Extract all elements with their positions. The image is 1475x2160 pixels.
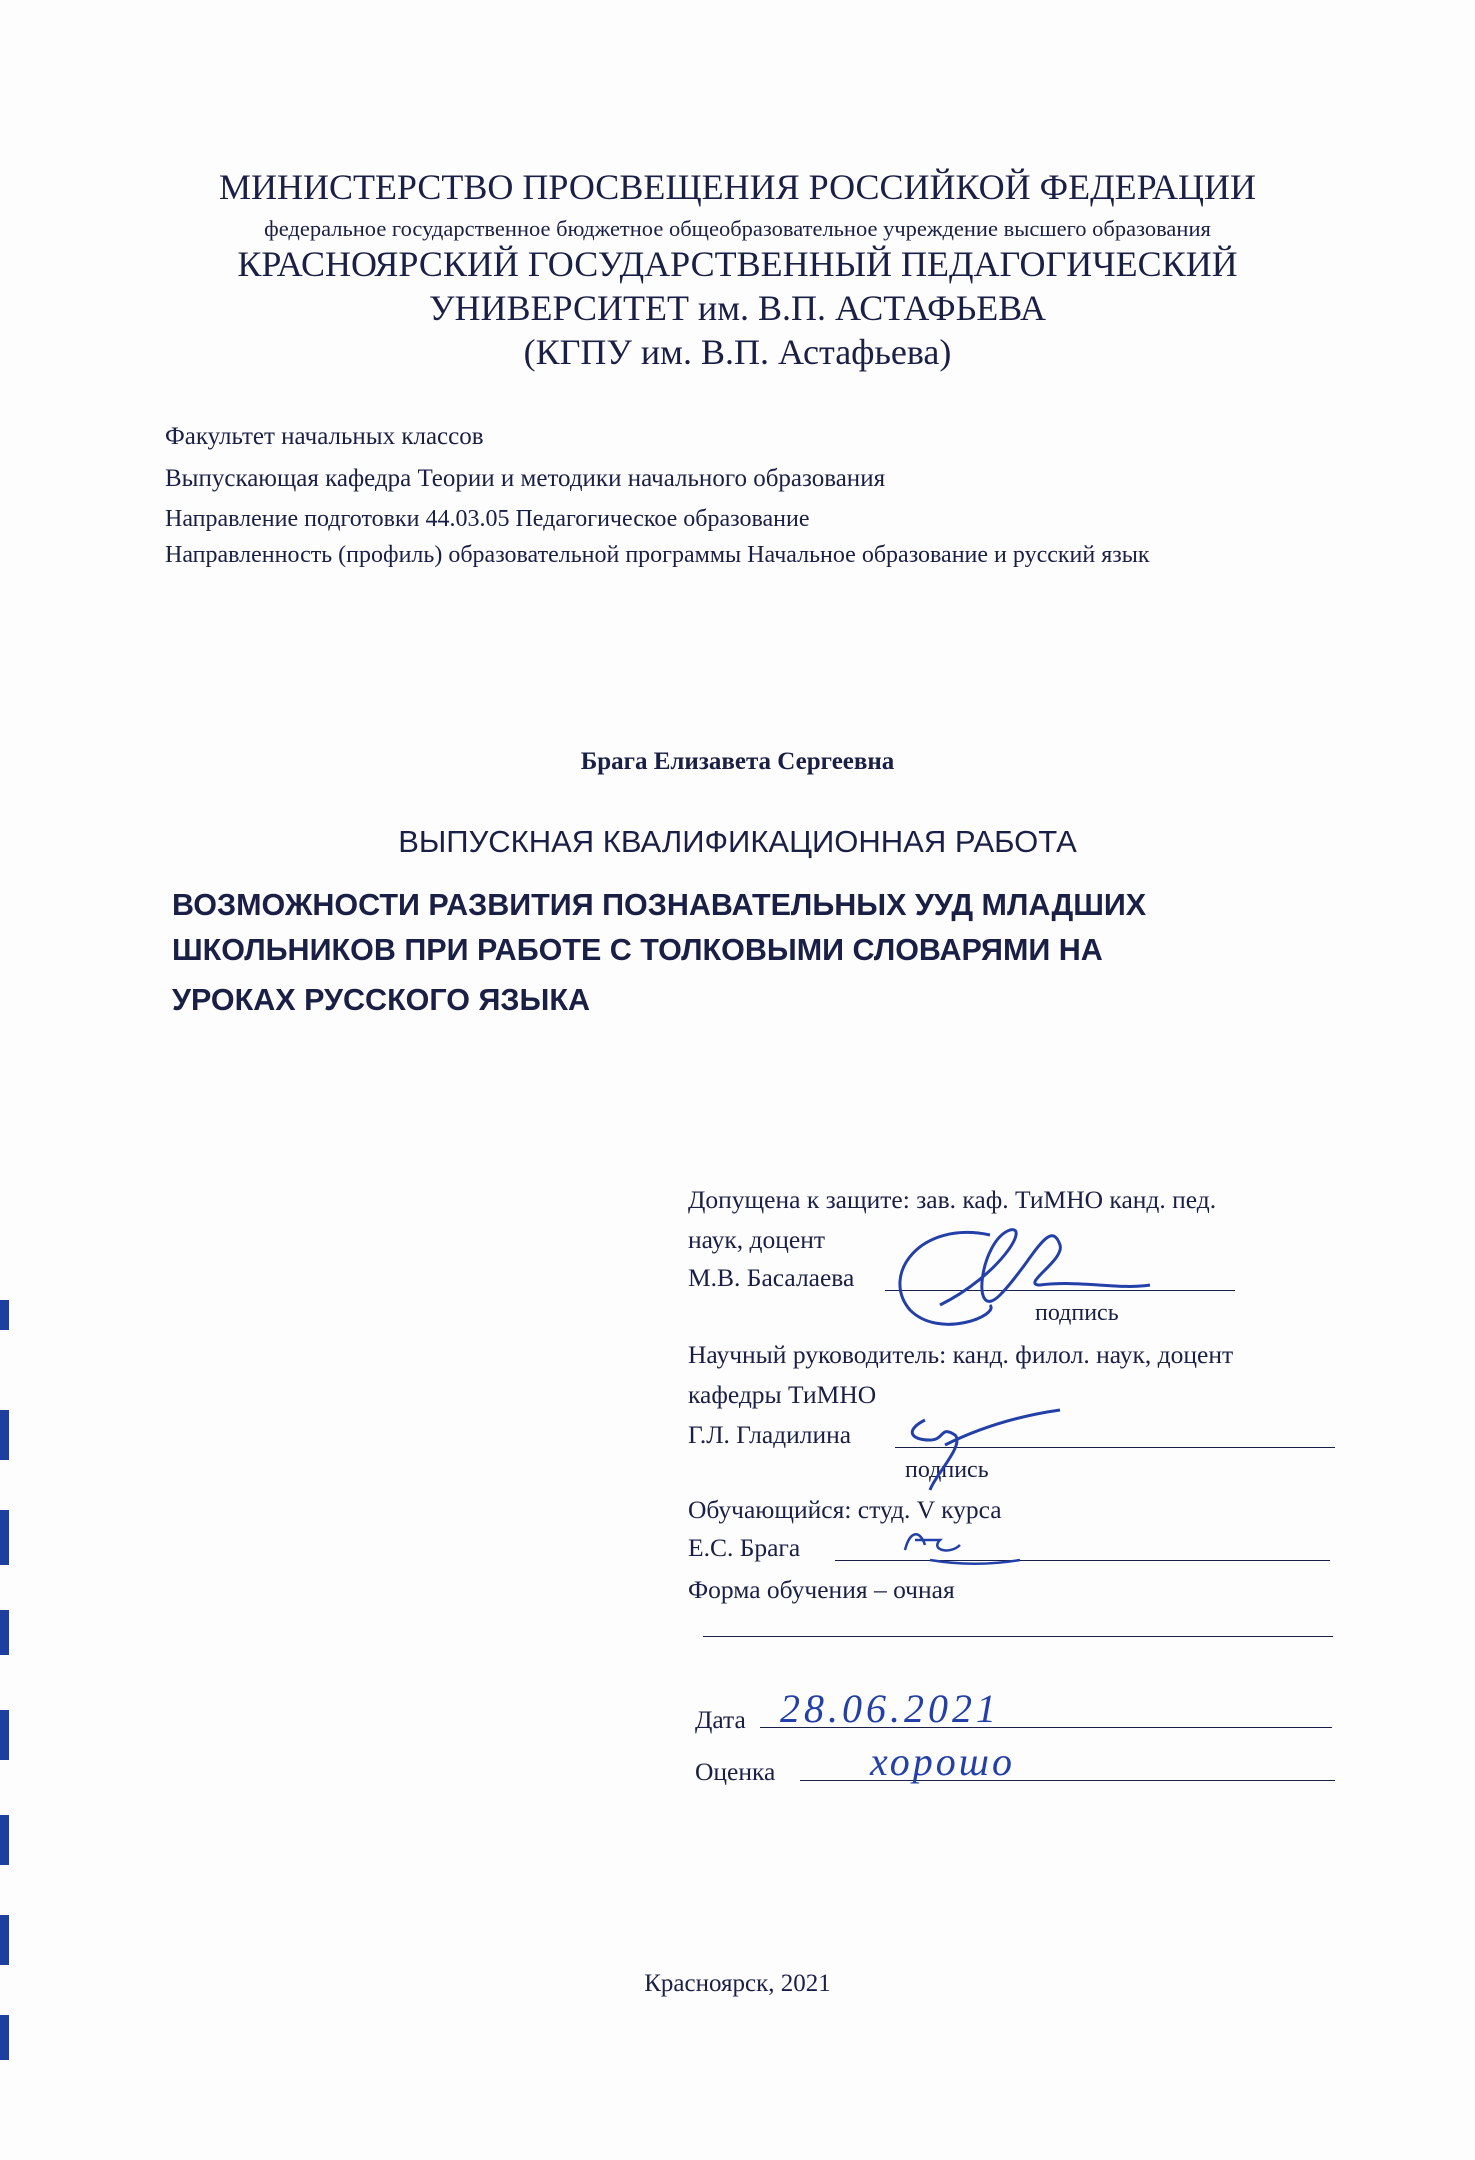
institution-type: федеральное государственное бюджетное общеобразовательное учреждение высшего образования (264, 216, 1211, 241)
work-type: ВЫПУСКНАЯ КВАЛИФИКАЦИОННАЯ РАБОТА (398, 824, 1077, 859)
thesis-title-line2: ШКОЛЬНИКОВ ПРИ РАБОТЕ С ТОЛКОВЫМИ СЛОВАРЯМИ НА (172, 933, 1103, 967)
binding-mark (0, 1610, 9, 1655)
admitted-name: М.В. Басалаева (688, 1263, 855, 1292)
binding-mark (0, 2015, 9, 2060)
thesis-title-line1: ВОЗМОЖНОСТИ РАЗВИТИЯ ПОЗНАВАТЕЛЬНЫХ УУД МЛАДШИХ (172, 888, 1147, 922)
blank-line (703, 1636, 1333, 1637)
binding-mark (0, 1410, 9, 1460)
thesis-title-line3: УРОКАХ РУССКОГО ЯЗЫКА (172, 983, 591, 1017)
signature-braga (890, 1520, 1030, 1570)
grade-label: Оценка (695, 1757, 776, 1786)
signature-gladilina (885, 1405, 1065, 1495)
direction: Направление подготовки 44.03.05 Педагогическое образование (165, 506, 810, 532)
admitted-line2: наук, доцент (688, 1225, 826, 1254)
binding-mark (0, 1915, 9, 1965)
university-name-line2: УНИВЕРСИТЕТ им. В.П. АСТАФЬЕВА (429, 288, 1046, 328)
profile: Направленность (профиль) образовательной программы Начальное образование и русский язык (165, 542, 1150, 568)
binding-mark (0, 1815, 9, 1865)
signature-caption: подпись (905, 1457, 989, 1483)
supervisor-name: Г.Л. Гладилина (688, 1420, 852, 1449)
author-name: Брага Елизавета Сергеевна (580, 748, 895, 775)
university-short-name: (КГПУ им. В.П. Астафьева) (523, 332, 952, 372)
student-line: Обучающийся: студ. V курса (688, 1495, 1002, 1524)
binding-mark (0, 1300, 9, 1330)
date-label: Дата (695, 1705, 746, 1734)
faculty: Факультет начальных классов (165, 423, 484, 450)
department: Выпускающая кафедра Теории и методики начального образования (165, 465, 886, 492)
signature-basalaeva (880, 1215, 1220, 1335)
admitted-line1: Допущена к защите: зав. каф. ТиМНО канд. пед. (688, 1185, 1217, 1214)
study-form: Форма обучения – очная (688, 1575, 955, 1604)
supervisor-line1: Научный руководитель: канд. филол. наук, доцент (688, 1340, 1234, 1369)
binding-mark (0, 1510, 9, 1565)
supervisor-line2: кафедры ТиМНО (688, 1380, 877, 1409)
student-name: Е.С. Брага (688, 1533, 801, 1562)
binding-mark (0, 1710, 9, 1760)
date-value: 28.06.2021 (780, 1686, 1000, 1731)
grade-value: хорошо (870, 1739, 1015, 1784)
signature-caption: подпись (1035, 1300, 1119, 1326)
ministry-heading: МИНИСТЕРСТВО ПРОСВЕЩЕНИЯ РОССИЙКОЙ ФЕДЕРАЦИИ (218, 167, 1257, 207)
footer-city-year: Красноярск, 2021 (644, 1970, 831, 1997)
university-name-line1: КРАСНОЯРСКИЙ ГОСУДАРСТВЕННЫЙ ПЕДАГОГИЧЕСКИЙ (237, 244, 1238, 284)
